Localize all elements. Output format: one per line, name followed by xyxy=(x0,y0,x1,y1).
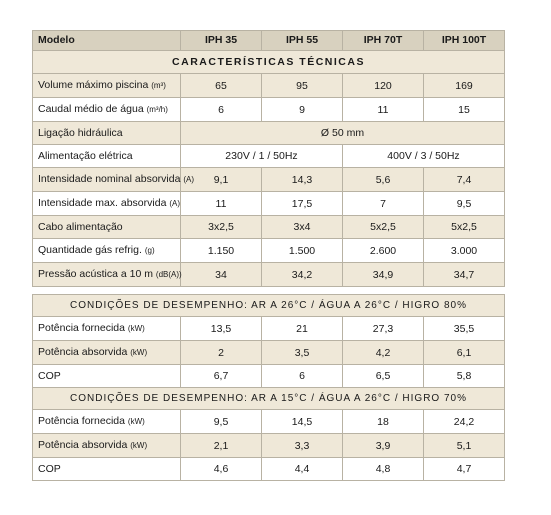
value-cell: 11 xyxy=(343,98,424,122)
row-label-cell xyxy=(33,192,181,216)
perf1-row xyxy=(33,365,505,388)
value-cell: 3.000 xyxy=(424,239,505,263)
value-cell: 13,5 xyxy=(181,317,262,341)
model-header-iph100t: IPH 100T xyxy=(424,31,505,51)
section-title-technical: CARACTERÍSTICAS TÉCNICAS xyxy=(33,51,505,74)
row-label: Caudal médio de água xyxy=(38,103,144,115)
value-cell: 6,5 xyxy=(343,365,424,388)
value-cell: 6,7 xyxy=(181,365,262,388)
row-label-cell xyxy=(33,458,181,481)
row-unit: (kW) xyxy=(127,324,145,333)
value-cell: 21 xyxy=(262,317,343,341)
row-label-cell xyxy=(33,98,181,122)
value-cell: 9,5 xyxy=(181,410,262,434)
row-label-cell xyxy=(33,341,181,365)
row-label-cell xyxy=(33,168,195,192)
value-cell: 169 xyxy=(424,74,505,98)
row-label-cell xyxy=(33,434,181,458)
value-cell: 3x4 xyxy=(262,216,343,239)
row-unit: (kW) xyxy=(130,441,148,450)
value-cell: 9 xyxy=(262,98,343,122)
row-unit: (dB(A)) xyxy=(155,270,182,279)
tech-row xyxy=(33,98,505,122)
row-label-cell xyxy=(33,365,181,388)
perf2-row xyxy=(33,458,505,481)
value-cell: 34,9 xyxy=(343,263,424,287)
performance-title-1: CONDIÇÕES DE DESEMPENHO: AR A 26°C / ÁGUA A 26°C / HIGRO 80% xyxy=(33,295,505,317)
tech-row xyxy=(33,168,505,192)
value-cell: 4,4 xyxy=(262,458,343,481)
value-cell: 6 xyxy=(181,98,262,122)
model-header-label: Modelo xyxy=(33,31,181,51)
section-title-row xyxy=(33,51,505,74)
value-cell: 4,8 xyxy=(343,458,424,481)
value-cell: 18 xyxy=(343,410,424,434)
value-cell: 5,1 xyxy=(424,434,505,458)
tech-row xyxy=(33,239,505,263)
value-cell: 3x2,5 xyxy=(181,216,262,239)
model-header-iph55: IPH 55 xyxy=(262,31,343,51)
perf1-row xyxy=(33,341,505,365)
row-label: Potência absorvida xyxy=(38,439,128,451)
value-cell: 1.500 xyxy=(262,239,343,263)
value-cell: 34 xyxy=(181,263,262,287)
value-cell: 7,4 xyxy=(424,168,505,192)
value-cell: 14,3 xyxy=(262,168,343,192)
value-cell: 1.150 xyxy=(181,239,262,263)
value-cell: 6,1 xyxy=(424,341,505,365)
merged-value-cell: Ø 50 mm xyxy=(181,122,505,145)
value-cell: 120 xyxy=(343,74,424,98)
value-cell: 2,1 xyxy=(181,434,262,458)
value-cell: 95 xyxy=(262,74,343,98)
row-unit: (g) xyxy=(144,246,155,255)
value-cell: 4,7 xyxy=(424,458,505,481)
row-label: Intensidade nominal absorvida xyxy=(38,173,181,185)
row-label-cell xyxy=(33,410,181,434)
tech-row xyxy=(33,192,505,216)
value-cell: 2 xyxy=(181,341,262,365)
technical-specs-table xyxy=(32,30,505,287)
row-label: Alimentação elétrica xyxy=(38,150,133,162)
value-cell: 3,9 xyxy=(343,434,424,458)
value-cell: 27,3 xyxy=(343,317,424,341)
performance-table xyxy=(32,294,505,481)
row-label-cell xyxy=(33,145,181,168)
performance-title-row-2 xyxy=(33,388,505,410)
value-cell: 11 xyxy=(181,192,262,216)
row-unit: (A) xyxy=(169,199,181,208)
row-label: Quantidade gás refrig. xyxy=(38,244,142,256)
row-label: Ligação hidráulica xyxy=(38,127,123,139)
value-cell: 5,8 xyxy=(424,365,505,388)
row-label: Potência absorvida xyxy=(38,346,128,358)
row-unit: (kW) xyxy=(127,417,145,426)
row-label: COP xyxy=(38,463,61,475)
value-cell: 65 xyxy=(181,74,262,98)
value-cell: 3,3 xyxy=(262,434,343,458)
row-label-cell xyxy=(33,263,181,287)
model-header-iph35: IPH 35 xyxy=(181,31,262,51)
value-cell: 9,5 xyxy=(424,192,505,216)
perf1-row xyxy=(33,317,505,341)
value-cell: 14,5 xyxy=(262,410,343,434)
value-cell: 35,5 xyxy=(424,317,505,341)
value-cell: 3,5 xyxy=(262,341,343,365)
value-cell: 5x2,5 xyxy=(343,216,424,239)
tech-row xyxy=(33,145,505,168)
row-unit: (A) xyxy=(183,175,195,184)
row-label-cell xyxy=(33,122,181,145)
split-value-cell: 400V / 3 / 50Hz xyxy=(343,145,505,168)
row-unit: (m³/h) xyxy=(146,105,168,114)
value-cell: 34,7 xyxy=(424,263,505,287)
value-cell: 34,2 xyxy=(262,263,343,287)
row-label: Pressão acústica a 10 m xyxy=(38,268,153,280)
tech-row xyxy=(33,74,505,98)
model-header-iph70t: IPH 70T xyxy=(343,31,424,51)
row-label-cell xyxy=(33,317,181,341)
perf2-row xyxy=(33,434,505,458)
value-cell: 4,6 xyxy=(181,458,262,481)
row-unit: (m³) xyxy=(151,81,166,90)
value-cell: 5x2,5 xyxy=(424,216,505,239)
value-cell: 24,2 xyxy=(424,410,505,434)
perf2-row xyxy=(33,410,505,434)
row-label: Potência fornecida xyxy=(38,415,125,427)
value-cell: 2.600 xyxy=(343,239,424,263)
tech-row xyxy=(33,122,505,145)
value-cell: 9,1 xyxy=(181,168,262,192)
value-cell: 17,5 xyxy=(262,192,343,216)
row-label: COP xyxy=(38,370,61,382)
value-cell: 7 xyxy=(343,192,424,216)
value-cell: 4,2 xyxy=(343,341,424,365)
row-label: Intensidade max. absorvida xyxy=(38,197,167,209)
tech-row xyxy=(33,216,505,239)
row-label: Cabo alimentação xyxy=(38,221,123,233)
row-label: Volume máximo piscina xyxy=(38,79,149,91)
row-unit: (kW) xyxy=(130,348,148,357)
value-cell: 5,6 xyxy=(343,168,424,192)
performance-title-row-1 xyxy=(33,295,505,317)
performance-title-2: CONDIÇÕES DE DESEMPENHO: AR A 15°C / ÁGUA A 26°C / HIGRO 70% xyxy=(33,388,505,410)
row-label-cell xyxy=(33,239,181,263)
row-label-cell xyxy=(33,216,181,239)
tech-row xyxy=(33,263,505,287)
row-label-cell xyxy=(33,74,181,98)
value-cell: 15 xyxy=(424,98,505,122)
value-cell: 6 xyxy=(262,365,343,388)
row-label: Potência fornecida xyxy=(38,322,125,334)
model-header-row xyxy=(33,31,505,51)
split-value-cell: 230V / 1 / 50Hz xyxy=(181,145,343,168)
